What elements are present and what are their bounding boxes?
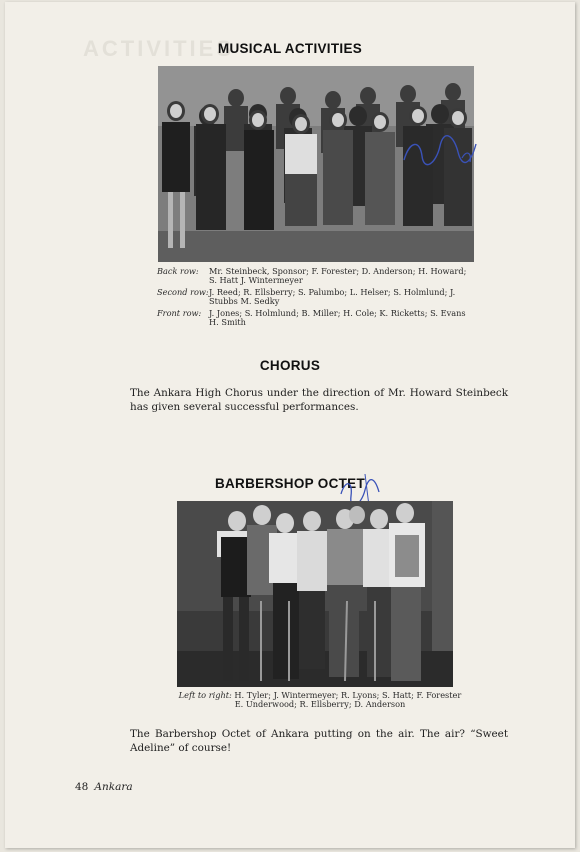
caption-row-names: J. Jones; S. Holmlund; B. Miller; H. Cole; K. Ricketts; S. Evans H. Smith [209,307,466,328]
octet-photo-caption [175,691,465,710]
caption-row-names: J. Reed; R. Ellsberry; S. Palumbo; L. Helser; S. Holmlund; J. Stubbs M. Sedky [209,286,456,307]
bleed-through-text: ACTIVITIES [83,36,235,61]
octet-photo [177,501,453,687]
chorus-heading: CHORUS [259,358,321,373]
caption-row-label: Second row: [157,286,209,297]
page-footer [75,781,133,793]
octet-caption-names: H. Tyler; J. Wintermeyer; R. Lyons; S. Hatt; F. Forester E. Underwood; R. Ellsberry; D. Anderson [234,690,462,710]
barbershop-octet-heading: BARBERSHOP OCTET [214,476,366,491]
octet-paragraph: The Barbershop Octet of Ankara putting on the air. The air? “Sweet Adeline” of course! [130,728,508,754]
page-number: 48 [75,781,89,793]
chorus-paragraph: The Ankara High Chorus under the direction of Mr. Howard Steinbeck has given several successful performances. [130,387,508,413]
caption-row [157,267,475,286]
musical-photo-caption [157,267,475,329]
caption-row [157,288,475,307]
caption-row-label: Back row: [157,266,199,276]
caption-row-names: Mr. Steinbeck, Sponsor; F. Forester; D. Anderson; H. Howard; S. Hatt J. Wintermeyer [209,266,467,286]
publication-name: Ankara [94,781,133,793]
yearbook-page [5,2,575,848]
caption-row-label: Front row: [157,307,202,318]
caption-row [157,309,475,328]
octet-caption-label: Left to right: [178,690,232,700]
musical-activities-heading: MUSICAL ACTIVITIES [217,41,363,56]
musical-group-photo [158,66,474,262]
